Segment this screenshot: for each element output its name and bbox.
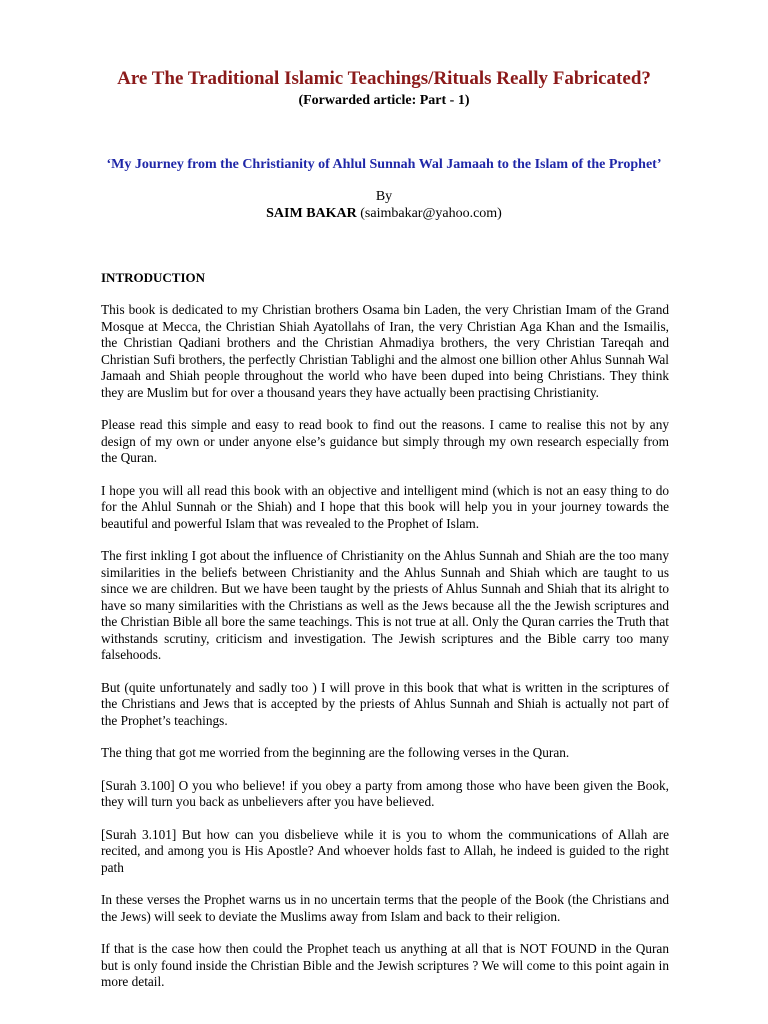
paragraph: The first inkling I got about the influence of Christianity on the Ahlus Sunnah and Shiah are the too many similarities in the beliefs between Christianity and the Ahlus Sunnah and Shiah which are taught to us since we are children. But we have been taught by the priests of Ahlus Sunnah and Shiah that its alright to have so many similarities with the Christians as well as the Jews because all the the Jewish scriptures and the Christian Bible all bore the same teachings. This is not true at all. Only the Quran carries the Truth that withstands scrutiny, criticism and investigation. The Jewish scriptures and the Bible carry too many falsehoods. (101, 548, 669, 662)
document-title: Are The Traditional Islamic Teachings/Rituals Really Fabricated? (117, 68, 651, 89)
document-subtitle: (Forwarded article: Part - 1) (298, 93, 470, 108)
paragraph: I hope you will all read this book with an objective and intelligent mind (which is not an easy thing to do for the Ahlul Sunnah or the Shiah) and I hope that this book will help you in your journey towards the beautiful and powerful Islam that was revealed to the Prophet of Islam. (101, 482, 669, 531)
paragraph: If that is the case how then could the Prophet teach us anything at all that is NOT FOUND in the Quran but is only found inside the Christian Bible and the Jewish scriptures ? We will come to this point again in more detail. (101, 941, 669, 989)
journey-title: ‘My Journey from the Christianity of Ahlul Sunnah Wal Jamaah to the Islam of the Prophet’ (106, 157, 662, 172)
author-line (0, 206, 768, 222)
paragraph: This book is dedicated to my Christian brothers Osama bin Laden, the very Christian Imam of the Grand Mosque at Mecca, the Christian Shiah Ayatollahs of Iran, the very Christian Aga Khan and the Ismailis, the Christian Qadiani brothers and the Christian Ahmadiya brothers, the very Christian Tareqah and Christian Sufi brothers, the perfectly Christian Tablighi and the almost one billion other Ahlus Sunnah Wal Jamaah and Shiah people throughout the world who have been duped into being Christians. They think they are Muslim but for over a thousand years they have actually been practising Christianity. (101, 302, 669, 400)
paragraph: In these verses the Prophet warns us in no uncertain terms that the people of the Book (the Christians and the Jews) will seek to deviate the Muslims away from Islam and back to their religion. (101, 892, 669, 924)
paragraph: [Surah 3.100] O you who believe! if you obey a party from among those who have been given the Book, they will turn you back as unbelievers after you have believed. (101, 777, 669, 809)
author-name: SAIM BAKAR (266, 206, 357, 221)
section-heading: INTRODUCTION (101, 270, 206, 285)
paragraph: [Surah 3.101] But how can you disbelieve while it is you to whom the communications of Allah are recited, and among you is His Apostle? And whoever holds fast to Allah, he indeed is guided to the right path (101, 826, 669, 875)
byline-by: By (375, 189, 393, 204)
paragraph: Please read this simple and easy to read book to find out the reasons. I came to realise this not by any design of my own or under anyone else’s guidance but simply through my own research especially from the Quran. (101, 417, 669, 465)
document-body (101, 302, 669, 1007)
author-email: (saimbakar@yahoo.com) (356, 206, 502, 221)
paragraph: The thing that got me worried from the beginning are the following verses in the Quran. (101, 745, 570, 760)
paragraph: But (quite unfortunately and sadly too ) I will prove in this book that what is written in the scriptures of the Christians and Jews that is accepted by the priests of Ahlus Sunnah and Shiah is actually not part of the Prophet’s teachings. (101, 679, 669, 728)
